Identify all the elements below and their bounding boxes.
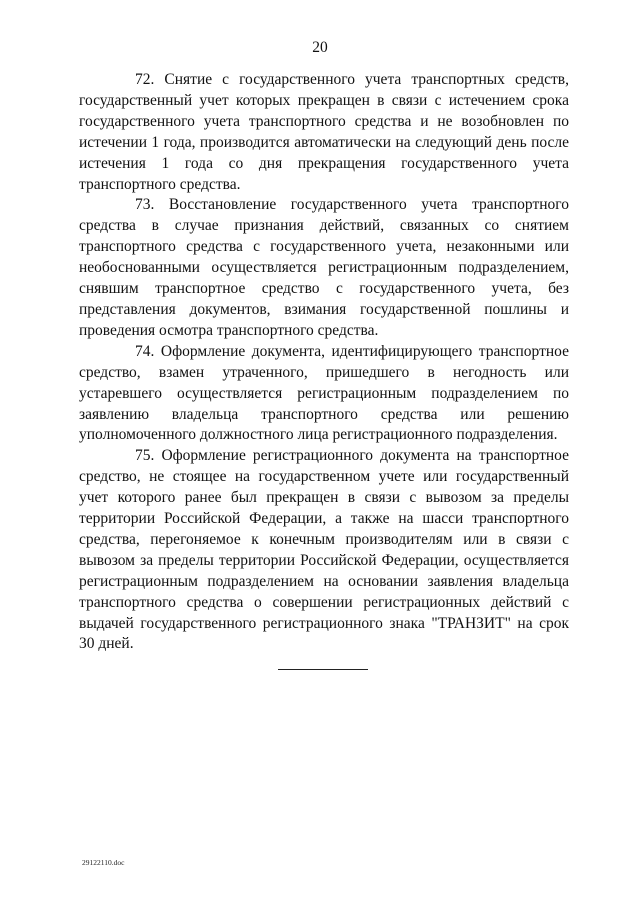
paragraph-72: 72. Снятие с государственного учета транспортных средств, государственный учет которых прекращен в связи с истечением срока государственного учета транспортного средства и не возобновлен по истечении 1 года, производится автоматически на следующий день после истечения 1 года со дня прекращения государственного учета транспортного средства. (79, 71, 569, 193)
paragraph-75: 75. Оформление регистрационного документа на транспортное средство, не стоящее на государственном учете или государственный учет которого ранее был прекращен в связи с вывозом за пределы территории Российской Федерации, а также на шасси транспортного средства, перегоняемое к конечным производителям или в связи с вывозом за пределы территории Российской Федерации, осуществляется регистрационным подразделением на основании заявления владельца транспортного средства о совершении регистрационных действий с выдачей государственного регистрационного знака "ТРАНЗИТ" на срок 30 дней. (79, 447, 569, 653)
paragraph-73: 73. Восстановление государственного учета транспортного средства в случае признания действий, связанных со снятием транспортного средства с государственного учета, незаконными или необоснованными осуществляется регистрационным подразделением, снявшим транспортное средство с государственного учета, без представления документов, взимания государственной пошлины и проведения осмотра транспортного средства. (79, 196, 569, 339)
footer-doc-code: 29122110.doc (82, 858, 125, 867)
paragraph-74: 74. Оформление документа, идентифицирующего транспортное средство, взамен утраченного, пришедшего в негодность или устаревшего осуществляется регистрационным подразделением по заявлению владельца транспортного средства или решению уполномоченного должностного лица регистрационного подразделения. (79, 342, 569, 444)
page-number: 20 (312, 39, 328, 56)
document-body (79, 70, 569, 655)
end-of-text-divider (278, 669, 368, 670)
